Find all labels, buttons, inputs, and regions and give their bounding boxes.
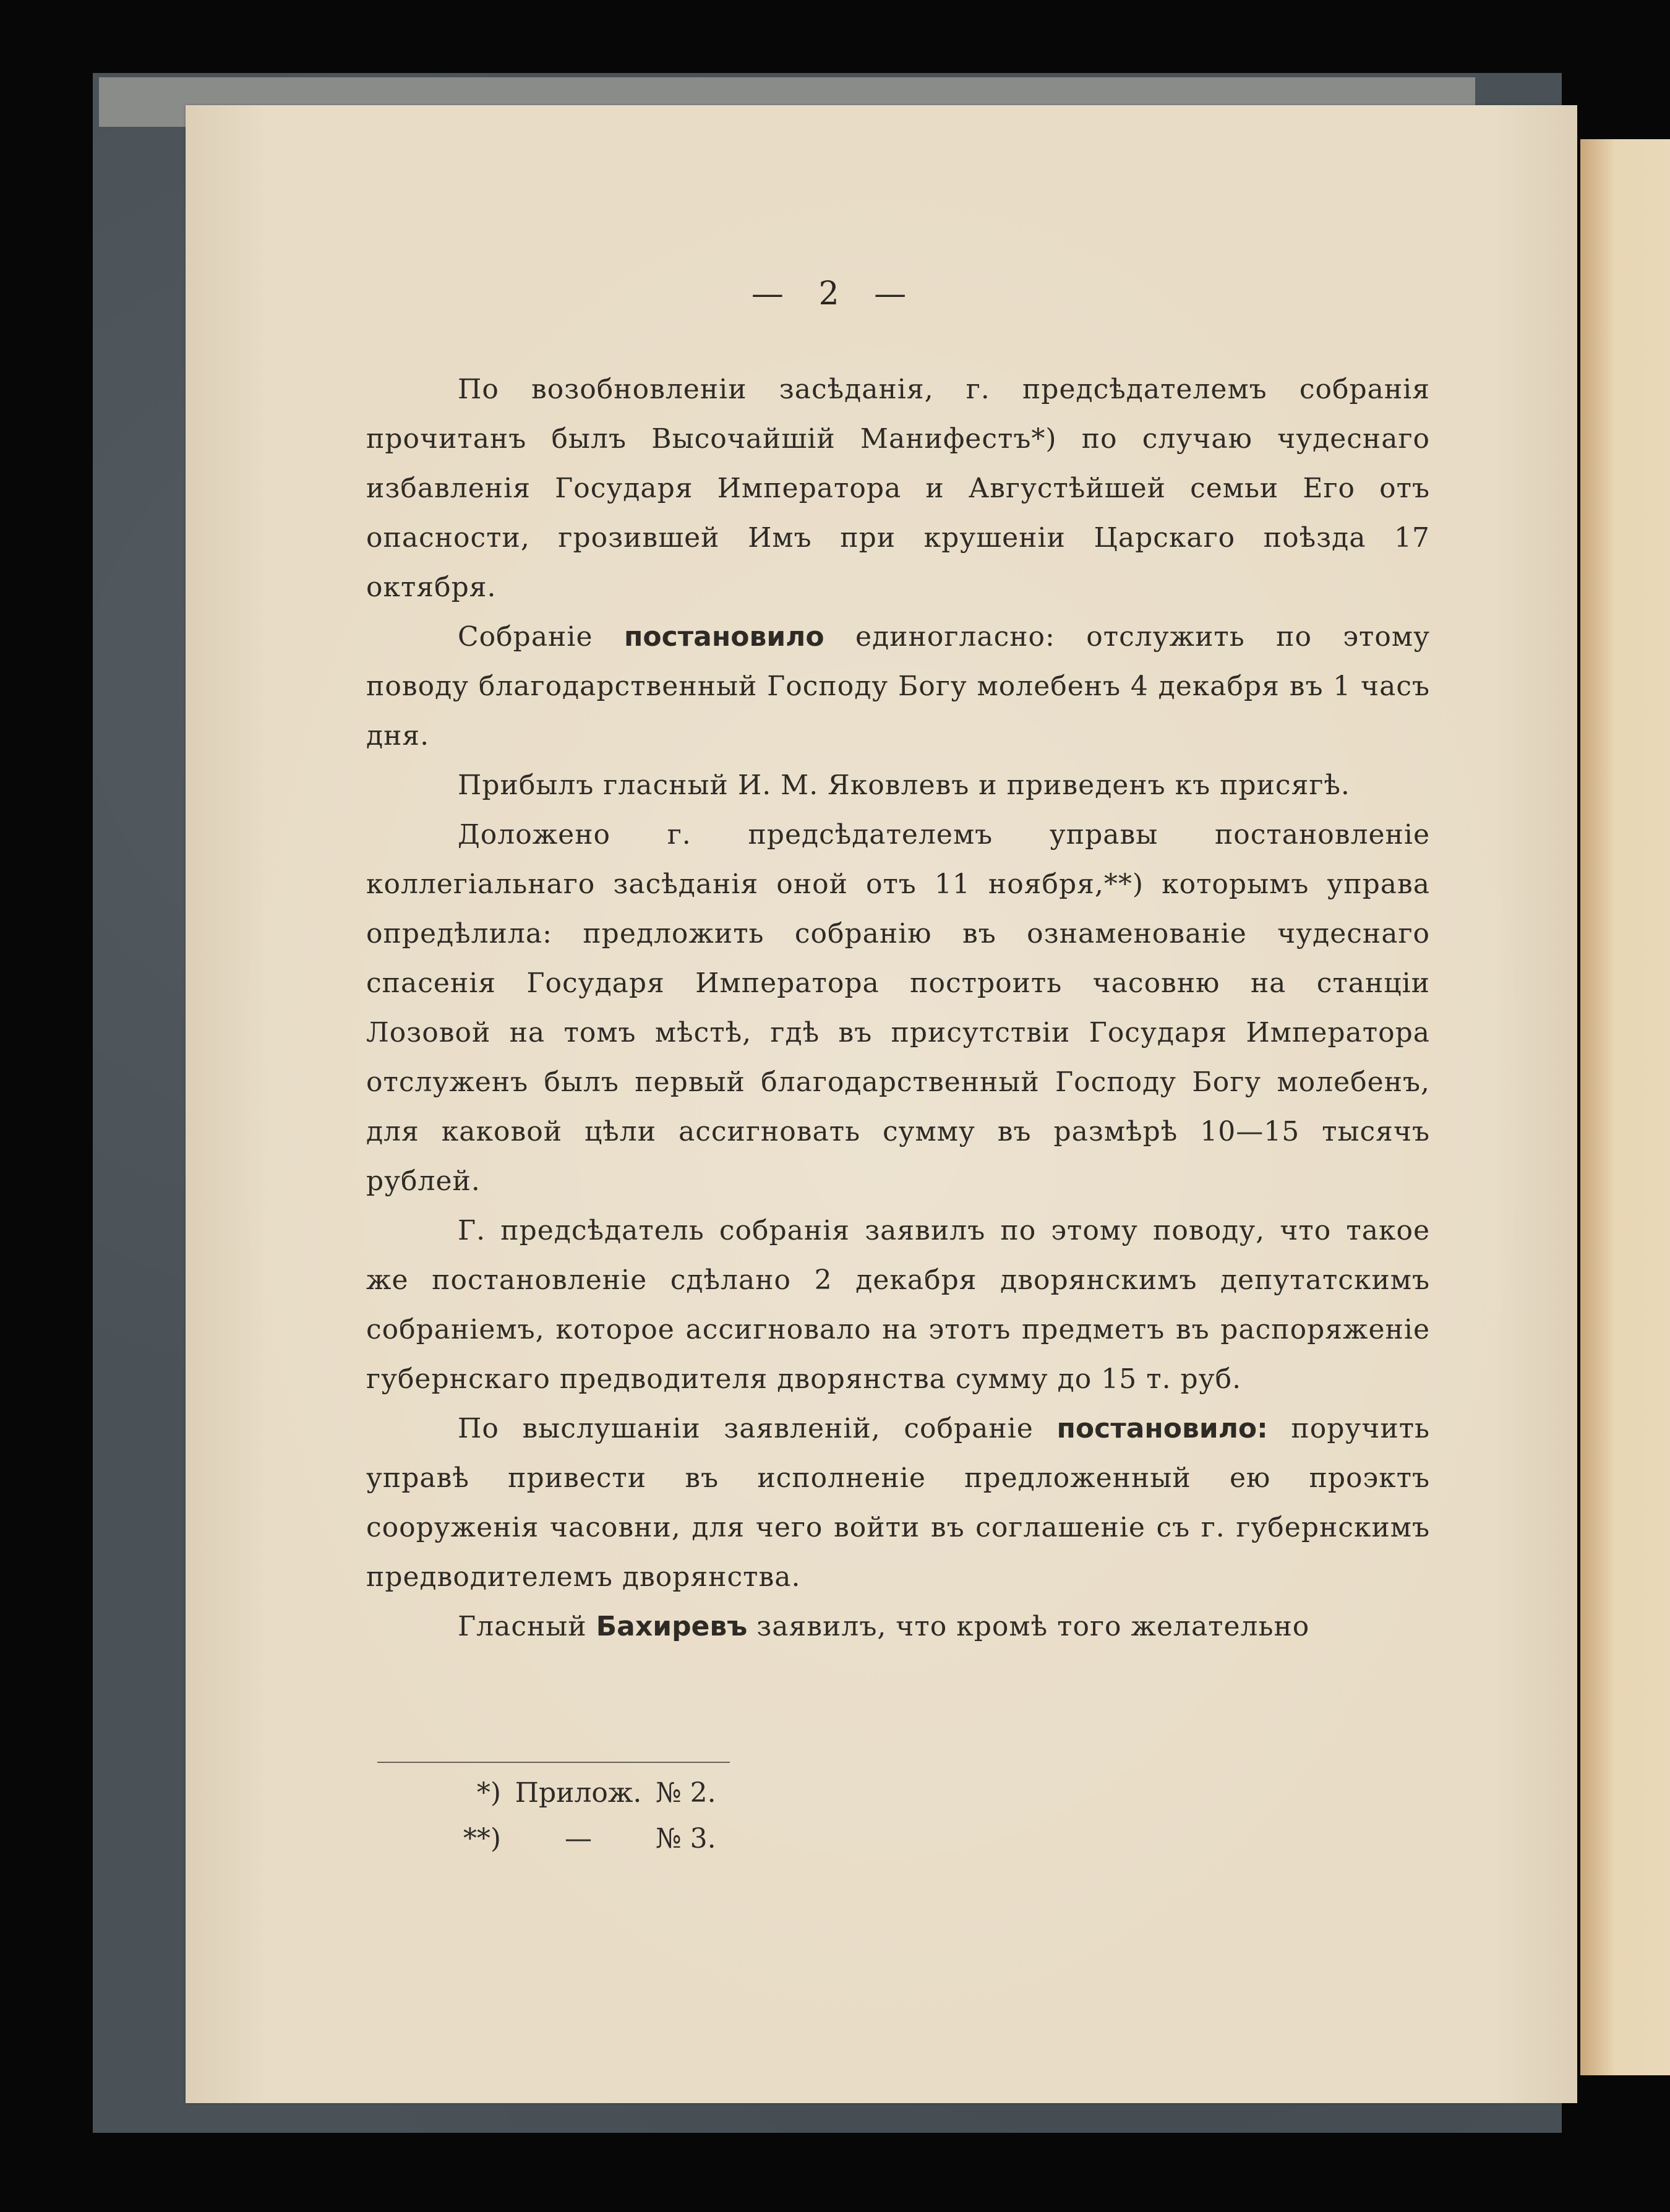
footnote-mark: **) [463, 1823, 501, 1854]
page-body-text [366, 365, 1430, 1652]
paragraph-text: Г. предсѣдатель собранія заявилъ по этому поводу, что такое же постановленіе сдѣлано 2 декабря дворянскимъ депутатскимъ собраніемъ, которое ассигновало на этотъ предметъ въ распоряженіе губернскаго предводителя дворянства сумму до 15 т. руб. [366, 1215, 1430, 1395]
paragraph-text: По выслушаніи заявленій, собраніе [458, 1413, 1057, 1444]
resolution-keyword: постановило [623, 621, 824, 653]
paragraph-text: поручить управѣ привести въ исполненіе предложенный ею проэктъ сооруженія часовни, для чего войти въ соглашеніе съ г. губернскимъ предводителемъ дворянства. [366, 1413, 1430, 1593]
paragraph-text: По возобновленіи засѣданія, г. предсѣдателемъ собранія прочитанъ былъ Высочайшій Манифестъ*) по случаю чудеснаго избавленія Государя Императора и Августѣйшей семьи Его отъ опасности, грозившей Имъ при крушеніи Царскаго поѣзда 17 октября. [366, 374, 1430, 603]
footnote-divider [377, 1762, 730, 1763]
paragraph-bakhirev [366, 1602, 1430, 1652]
paragraph-nobility-resolution [366, 1206, 1430, 1404]
footnotes [433, 1770, 928, 1862]
footnote-mark: *) [476, 1777, 501, 1809]
paragraph-manifesto [366, 365, 1430, 612]
paragraph-chapel-proposal [366, 810, 1430, 1206]
footnote-1 [433, 1770, 928, 1816]
footnote-ref: — [565, 1823, 592, 1854]
footnote-number: № 3. [656, 1823, 716, 1854]
footnote-ref: Прилож. [515, 1777, 642, 1809]
paragraph-text: Прибылъ гласный И. М. Яковлевъ и приведенъ къ присягѣ. [458, 769, 1350, 801]
page-number: — 2 — [751, 275, 919, 312]
footnote-number: № 2. [656, 1777, 716, 1809]
paragraph-text: Гласный [458, 1611, 596, 1642]
paragraph-thanksgiving [366, 612, 1430, 761]
paragraph-text: заявилъ, что кромѣ того желательно [747, 1611, 1310, 1642]
paragraph-text: единогласно: отслужить по этому поводу благодарственный Господу Богу молебенъ 4 декабря въ 1 часъ дня. [366, 621, 1431, 752]
paragraph-text: Собраніе [458, 621, 624, 653]
resolution-keyword: постановило: [1056, 1413, 1268, 1444]
speaker-name: Бахиревъ [596, 1611, 748, 1642]
paragraph-text: Доложено г. предсѣдателемъ управы постановленіе коллегіальнаго засѣданія оной отъ 11 ноября,**) которымъ управа опредѣлила: предложить собранію въ ознаменованіе чудеснаго спасенія Государя Императора построить часовню на станціи Лозовой на томъ мѣстѣ, гдѣ въ присутствіи Государя Императора отслуженъ былъ первый благодарственный Господу Богу молебенъ, для каковой цѣли ассигновать сумму въ размѣрѣ 10—15 тысячъ рублей. [366, 819, 1430, 1197]
adjacent-page-edge [1580, 139, 1670, 2075]
paragraph-chapel-resolution [366, 1404, 1430, 1602]
paragraph-oath [366, 761, 1430, 810]
footnote-2 [433, 1816, 928, 1862]
